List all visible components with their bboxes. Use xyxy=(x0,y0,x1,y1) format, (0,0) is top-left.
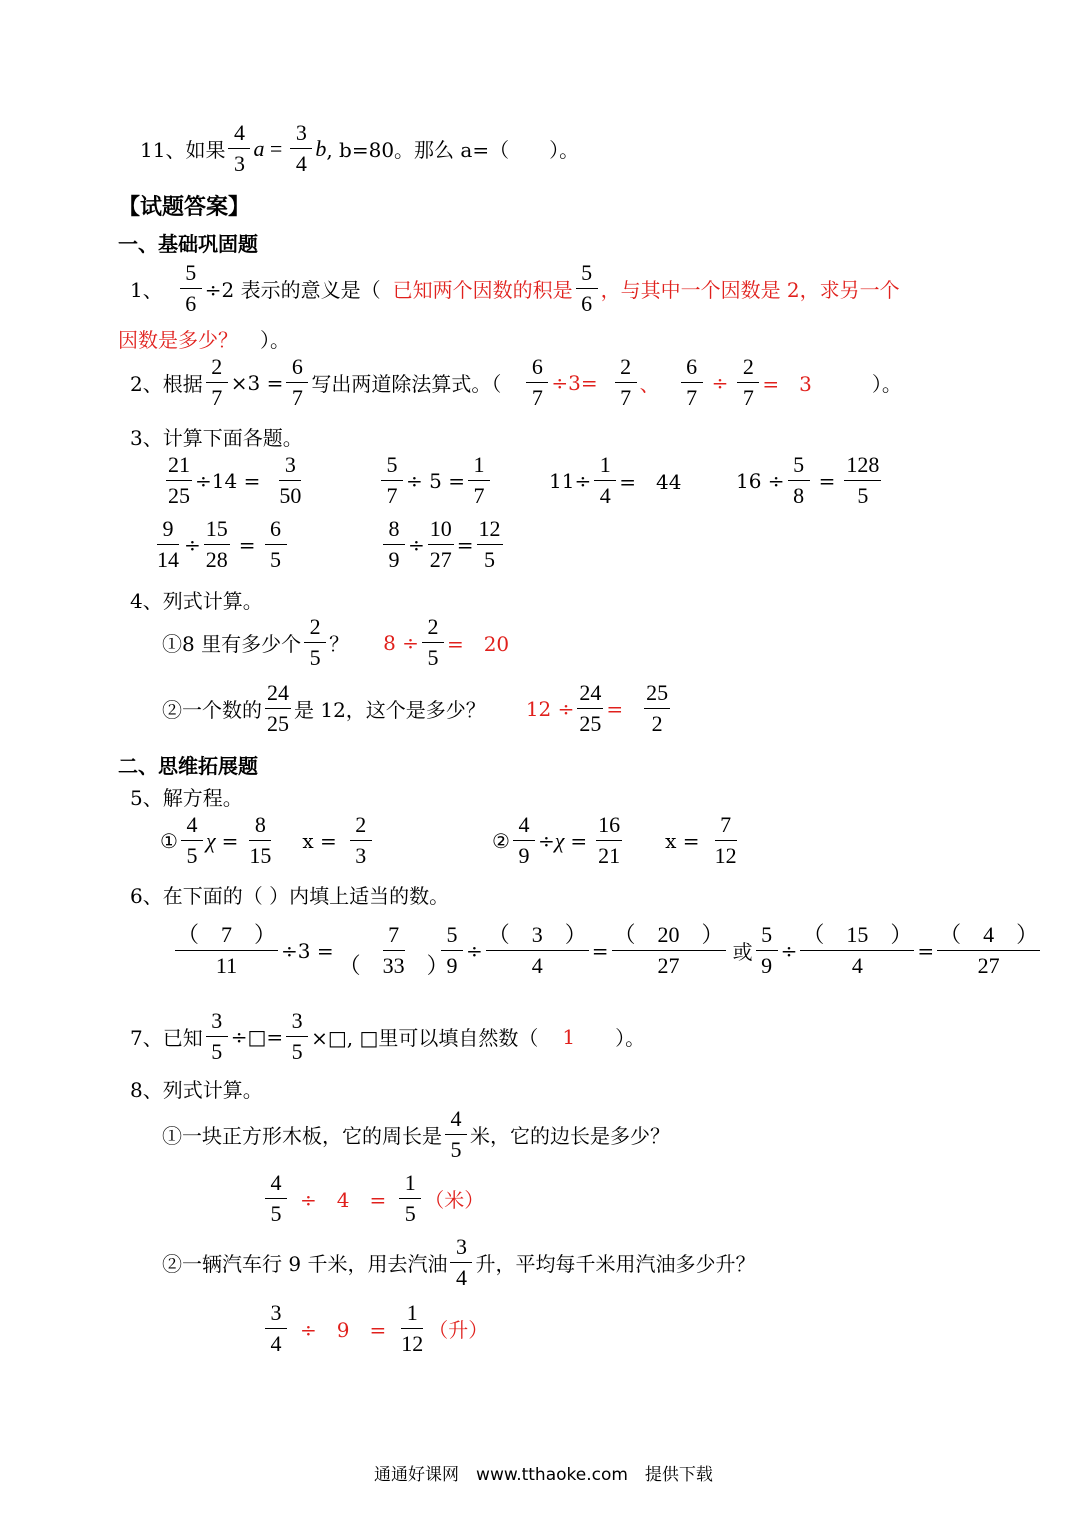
fraction xyxy=(450,1236,472,1289)
fraction xyxy=(175,924,278,977)
text-segment: 12 ÷ xyxy=(525,696,575,721)
text-segment: = xyxy=(591,938,609,963)
q2-answer-sep: 、 xyxy=(639,372,660,396)
text-segment: = xyxy=(456,532,474,557)
q6-expr2 xyxy=(438,924,1043,977)
fraction xyxy=(422,616,444,669)
text-segment: ÷□= xyxy=(230,1024,284,1049)
numerator: 2 xyxy=(304,616,326,643)
q11-rest: , b=80。那么 a=（ ）。 xyxy=(326,138,580,162)
section1-heading xyxy=(118,228,258,257)
text-segment: = xyxy=(221,828,239,853)
fraction xyxy=(383,518,405,571)
denominator: 27 xyxy=(429,547,452,572)
numerator: 25 xyxy=(644,682,670,709)
denominator: 11 xyxy=(215,953,238,978)
fraction xyxy=(615,356,637,409)
numerator: （ 20 ） xyxy=(612,924,726,951)
q3-expr-1 xyxy=(163,454,306,507)
numerator: 3 xyxy=(265,1302,287,1329)
fraction xyxy=(468,454,490,507)
q8-part1 xyxy=(162,1108,670,1161)
q6-expr1 xyxy=(172,924,454,977)
text-segment: ÷ xyxy=(184,532,201,557)
q3-expr-5 xyxy=(152,518,290,571)
q7-line xyxy=(130,1010,645,1063)
denominator: （ 33 ） xyxy=(338,953,449,978)
fraction xyxy=(228,122,250,175)
numerator: 21 xyxy=(166,454,192,481)
q3-expr-6 xyxy=(380,518,506,571)
text-segment: ÷ xyxy=(466,938,483,963)
text-segment: χ xyxy=(554,827,565,853)
numerator: 1 xyxy=(468,454,490,481)
text-segment: χ xyxy=(205,827,216,853)
text-segment: ①一块正方形木板，它的周长是 xyxy=(162,1124,442,1148)
denominator: 7 xyxy=(473,483,485,508)
answers-title xyxy=(118,190,250,221)
numerator: 1 xyxy=(594,454,616,481)
text-segment: 是 12，这个是多少？ xyxy=(294,698,486,722)
text-segment: = 44 xyxy=(619,470,682,494)
fraction xyxy=(844,454,881,507)
denominator: 9 xyxy=(761,953,773,978)
numerator: 8 xyxy=(249,814,271,841)
denominator: 12 xyxy=(714,843,737,868)
fraction xyxy=(286,1010,308,1063)
numerator: （ 4 ） xyxy=(937,924,1040,951)
denominator: 12 xyxy=(401,1331,424,1356)
numerator: 12 xyxy=(477,518,503,545)
text-segment: ÷ 5 = xyxy=(406,468,465,493)
q2-line xyxy=(130,356,902,409)
denominator: 14 xyxy=(157,547,179,572)
fraction xyxy=(265,1302,287,1355)
text-segment: ②一辆汽车行 9 千米，用去汽油 xyxy=(162,1252,448,1276)
numerator: 3 xyxy=(290,122,312,149)
q8-part1-answer xyxy=(262,1172,484,1225)
numerator: （ 3 ） xyxy=(486,924,589,951)
q8-part2-answer xyxy=(262,1302,488,1355)
text-segment: 6、在下面的（ ）内填上适当的数。 xyxy=(130,884,450,908)
fraction xyxy=(399,1172,421,1225)
numerator: 24 xyxy=(577,682,603,709)
q2-close: ）。 xyxy=(871,372,902,396)
denominator: 4 xyxy=(851,953,863,978)
fraction xyxy=(206,356,228,409)
q4-part1 xyxy=(162,616,509,669)
text-segment: 1 xyxy=(562,1024,576,1049)
denominator: 25 xyxy=(168,483,190,508)
numerator: 10 xyxy=(428,518,454,545)
text-segment: 升，平均每千米用汽油多少升？ xyxy=(475,1252,756,1276)
fraction xyxy=(399,1302,425,1355)
denominator: 7 xyxy=(291,385,303,410)
q1-answer: 已知两个因数的积是 xyxy=(392,278,573,302)
var-a: a xyxy=(253,135,265,161)
q1-close: ）。 xyxy=(260,328,290,352)
q2-num: 2、根据 xyxy=(130,372,203,396)
fraction xyxy=(576,262,598,315)
q3-expr-2 xyxy=(378,454,493,507)
denominator: 25 xyxy=(267,711,289,736)
denominator: 6 xyxy=(185,291,197,316)
q1-line2 xyxy=(118,324,290,353)
section2-heading xyxy=(118,750,258,779)
denominator: 6 xyxy=(581,291,593,316)
text-segment: ×□, □里可以填自然数（ xyxy=(311,1026,539,1050)
q3-title xyxy=(130,422,303,451)
text-segment: = xyxy=(238,532,256,557)
text-segment: = xyxy=(570,828,588,853)
text-segment: = xyxy=(818,468,836,493)
numerator: （ 7 ） xyxy=(175,924,278,951)
denominator: 4 xyxy=(295,151,307,176)
fraction xyxy=(290,122,312,175)
denominator: 7 xyxy=(531,385,543,410)
text-segment: 16 ÷ xyxy=(736,468,785,493)
numerator: 4 xyxy=(181,814,203,841)
text-segment: 4、列式计算。 xyxy=(130,589,263,613)
fraction xyxy=(445,1108,467,1161)
numerator: 5 xyxy=(576,262,598,289)
numerator: 2 xyxy=(206,356,228,383)
equals: = xyxy=(268,135,284,161)
footer-credit: 通通好课网 www.tthaoke.com 提供下载 xyxy=(374,1465,713,1485)
fraction xyxy=(428,518,454,571)
text-segment: x = xyxy=(665,828,700,853)
text-segment: 11÷ xyxy=(549,468,592,493)
fraction xyxy=(181,814,203,867)
numerator: 7 xyxy=(715,814,737,841)
denominator: 5 xyxy=(484,547,496,572)
denominator: 3 xyxy=(355,843,367,868)
q5-title xyxy=(130,782,243,811)
numerator: 5 xyxy=(788,454,810,481)
denominator: 7 xyxy=(742,385,754,410)
denominator: 7 xyxy=(620,385,632,410)
fraction xyxy=(206,1010,228,1063)
numerator: 16 xyxy=(596,814,622,841)
numerator: 2 xyxy=(737,356,759,383)
q2-times: ×3 = xyxy=(230,370,284,395)
text-segment: 米，它的边长是多少？ xyxy=(470,1124,670,1148)
text-segment: ÷ xyxy=(780,938,798,963)
q2-answer-result: = 3 xyxy=(762,372,812,396)
fraction xyxy=(166,454,192,507)
numerator: 6 xyxy=(286,356,308,383)
text-segment: 8、列式计算。 xyxy=(130,1078,263,1102)
text-segment: ÷ xyxy=(408,532,425,557)
numerator: （ 15 ） xyxy=(800,924,914,951)
q8-part2 xyxy=(162,1236,755,1289)
q2-answer-op: ÷3= xyxy=(551,370,598,395)
text-segment: ÷ 9 = xyxy=(300,1318,387,1342)
fraction xyxy=(180,262,202,315)
text-segment: ÷ 4 = xyxy=(300,1188,387,1212)
text-segment: ÷14 = xyxy=(195,468,261,493)
denominator: 15 xyxy=(249,843,272,868)
denominator: 50 xyxy=(279,483,302,508)
denominator: 4 xyxy=(455,1265,467,1290)
fraction xyxy=(204,518,230,571)
denominator: 5 xyxy=(186,843,198,868)
text-segment: = xyxy=(606,696,624,721)
numerator: 15 xyxy=(204,518,230,545)
denominator: 5 xyxy=(857,483,869,508)
denominator: 5 xyxy=(270,1201,282,1226)
denominator: 5 xyxy=(291,1039,303,1064)
text-segment: 一、基础巩固题 xyxy=(118,232,258,256)
numerator: 2 xyxy=(615,356,637,383)
fraction xyxy=(304,616,326,669)
text-segment: ）。 xyxy=(615,1026,646,1050)
numerator: 1 xyxy=(399,1172,421,1199)
denominator: 27 xyxy=(657,953,680,978)
text-segment: 3、计算下面各题。 xyxy=(130,426,303,450)
denominator: 25 xyxy=(579,711,602,736)
text-segment: （升） xyxy=(428,1318,489,1342)
q3-expr-3 xyxy=(549,454,681,507)
fraction xyxy=(937,924,1040,977)
text-segment: （米） xyxy=(424,1188,485,1212)
fraction xyxy=(477,518,503,571)
text-segment: ①8 里有多少个 xyxy=(162,632,302,656)
fraction xyxy=(737,356,759,409)
fraction xyxy=(594,454,616,507)
q11-line xyxy=(140,122,579,175)
q2-answer-div: ÷ xyxy=(711,370,729,395)
fraction xyxy=(337,924,451,977)
numerator: 6 xyxy=(681,356,703,383)
text-segment: = 20 xyxy=(446,632,510,656)
denominator: 4 xyxy=(531,953,543,978)
text-segment: ？ xyxy=(329,632,350,656)
fraction xyxy=(713,814,739,867)
q11-prefix: 11、如果 xyxy=(140,138,226,162)
fraction xyxy=(247,814,273,867)
denominator: 9 xyxy=(518,843,530,868)
denominator: 9 xyxy=(446,953,458,978)
denominator: 2 xyxy=(651,711,663,736)
text-segment: ① xyxy=(160,828,178,853)
text-segment: 【试题答案】 xyxy=(118,195,251,220)
denominator: 21 xyxy=(598,843,621,868)
fraction xyxy=(155,518,181,571)
numerator: 3 xyxy=(450,1236,472,1263)
fraction xyxy=(577,682,603,735)
denominator: 9 xyxy=(388,547,400,572)
denominator: 7 xyxy=(386,483,398,508)
text-segment: 或 xyxy=(732,940,753,964)
numerator: 7 xyxy=(383,924,405,951)
denominator: 5 xyxy=(211,1039,223,1064)
numerator: 5 xyxy=(756,924,778,951)
denominator: 5 xyxy=(450,1137,462,1162)
fraction xyxy=(277,454,303,507)
fraction xyxy=(265,518,287,571)
numerator: 4 xyxy=(513,814,535,841)
denominator: 5 xyxy=(404,1201,416,1226)
fraction xyxy=(265,1172,287,1225)
denominator: 28 xyxy=(205,547,228,572)
q1-num: 1、 xyxy=(130,278,163,302)
q2-text: 写出两道除法算式。（ xyxy=(311,372,502,396)
q4-part2 xyxy=(162,682,673,735)
numerator: 4 xyxy=(265,1172,287,1199)
q1-answer-cont: ，与其中一个因数是 2，求另一个 xyxy=(600,278,900,302)
numerator: 128 xyxy=(844,454,881,481)
denominator: 27 xyxy=(977,953,1000,978)
text-segment: ÷ xyxy=(537,828,555,853)
fraction xyxy=(286,356,308,409)
fraction xyxy=(526,356,548,409)
q8-title xyxy=(130,1074,263,1103)
fraction xyxy=(596,814,622,867)
denominator: 8 xyxy=(793,483,805,508)
numerator: 3 xyxy=(286,1010,308,1037)
text-segment: 5、解方程。 xyxy=(130,786,243,810)
numerator: 6 xyxy=(526,356,548,383)
numerator: 6 xyxy=(265,518,287,545)
numerator: 24 xyxy=(265,682,291,709)
text-segment: 二、思维拓展题 xyxy=(118,754,258,778)
fraction xyxy=(788,454,810,507)
fraction xyxy=(350,814,372,867)
q5-eq2 xyxy=(492,814,742,867)
fraction xyxy=(265,682,291,735)
fraction xyxy=(441,924,463,977)
numerator: 9 xyxy=(157,518,179,545)
numerator: 2 xyxy=(350,814,372,841)
denominator: 7 xyxy=(686,385,698,410)
denominator: 3 xyxy=(233,151,245,176)
denominator: 5 xyxy=(427,645,439,670)
q4-title xyxy=(130,585,263,614)
numerator: 4 xyxy=(228,122,250,149)
text-segment: x = xyxy=(302,828,337,853)
q5-eq1 xyxy=(160,814,375,867)
denominator: 5 xyxy=(309,645,321,670)
numerator: 3 xyxy=(206,1010,228,1037)
text-segment: 8 ÷ xyxy=(383,630,419,655)
numerator: 4 xyxy=(445,1108,467,1135)
text-segment: 7、已知 xyxy=(130,1026,203,1050)
fraction xyxy=(513,814,535,867)
numerator: 5 xyxy=(180,262,202,289)
fraction xyxy=(756,924,778,977)
q1-line xyxy=(130,262,900,315)
q1-text: ÷2 表示的意义是（ xyxy=(204,278,381,302)
denominator: 5 xyxy=(270,547,282,572)
fraction xyxy=(486,924,589,977)
var-b: b xyxy=(315,135,327,161)
numerator: 2 xyxy=(422,616,444,643)
text-segment: ②一个数的 xyxy=(162,698,262,722)
numerator: 5 xyxy=(441,924,463,951)
denominator: 4 xyxy=(270,1331,282,1356)
fraction xyxy=(612,924,726,977)
numerator: 5 xyxy=(381,454,403,481)
q6-title xyxy=(130,880,449,909)
fraction xyxy=(681,356,703,409)
text-segment: ÷3 = xyxy=(281,938,334,963)
numerator: 3 xyxy=(279,454,301,481)
numerator: 1 xyxy=(401,1302,423,1329)
q1-answer-end: 因数是多少？ xyxy=(118,328,238,352)
fraction xyxy=(381,454,403,507)
text-segment: ② xyxy=(492,828,510,853)
denominator: 4 xyxy=(599,483,611,508)
fraction xyxy=(644,682,670,735)
q3-expr-4 xyxy=(736,454,884,507)
fraction xyxy=(800,924,914,977)
numerator: 8 xyxy=(383,518,405,545)
text-segment: = xyxy=(917,938,935,963)
denominator: 7 xyxy=(211,385,223,410)
